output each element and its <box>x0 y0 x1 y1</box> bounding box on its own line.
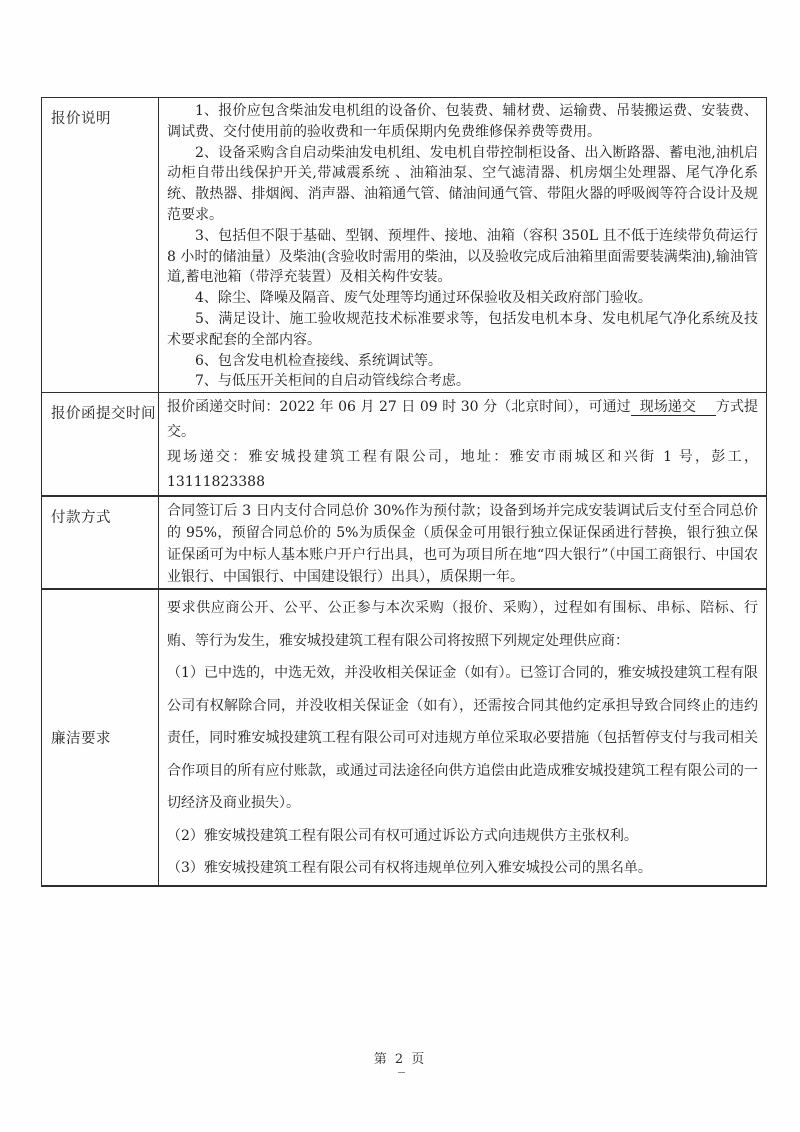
row-quotation-notes <box>42 98 767 393</box>
row-label-text: 付款方式 <box>51 510 111 527</box>
row-content-payment-terms <box>159 496 767 589</box>
submission-time-suffix: 方式提交。 <box>167 399 759 441</box>
paragraph: 合同签订后 3 日内支付合同总价 30%作为预付款；设备到场并完成安装调试后支付至合同总价的 95%，预留合同总价的 5%为质保金（质保金可用银行独立保证保函进行替换，银行独立保证保函可为中标人基本账户开户行出具，也可为项目所在地“四大银行”（中国工商银行、中国农业银行、中国银行、中国建设银行）出具），质保期一年。 <box>167 503 758 586</box>
paragraph: （3）雅安城投建筑工程有限公司有权将违规单位列入雅安城投公司的黑名单。 <box>167 860 652 877</box>
submission-time-prefix: 报价函递交时间：2022 年 06 月 27 日 09 时 30 分（北京时间），可通过 <box>167 399 631 416</box>
paragraph: （1）已中选的，中选无效，并没收相关保证金（如有）。已签订合同的，雅安城投建筑工程有限公司有权解除合同，并没收相关保证金（如有），还需按合同其他约定承担导致合同终止的违约责任，同时雅安城投建筑工程有限公司可对违规方单位采取必要措施（包括暂停支付与我司相关合作项目的所有应付账款，或通过司法途径向供方追偿由此造成雅安城投建筑工程有限公司的一切经济及商业损失）。 <box>167 665 758 812</box>
row-submission-time <box>42 393 767 497</box>
row-content-integrity-requirements <box>159 589 767 886</box>
row-label-text: 报价函提交时间 <box>51 406 156 423</box>
row-label-quotation-notes <box>42 98 159 393</box>
page-number: 第 2 页 <box>373 1052 427 1067</box>
paragraph: 7、与低压开关柜间的自启动管线综合考虑。 <box>195 373 470 390</box>
row-label-payment-terms <box>42 496 159 589</box>
row-label-submission-time <box>42 393 159 497</box>
row-label-integrity-requirements <box>42 589 159 886</box>
quotation-info-table <box>41 97 767 887</box>
paragraph: 4、除尘、降噪及隔音、废气处理等均通过环保验收及相关政府部门验收。 <box>195 290 652 307</box>
submission-address-line: 现场递交：雅安城投建筑工程有限公司，地址：雅安市雨城区和兴街 1 号，彭工，13111823388 <box>167 449 758 491</box>
row-content-submission-time <box>159 393 767 497</box>
row-content-quotation-notes <box>159 98 767 393</box>
paragraph: 1、报价应包含柴油发电机组的设备价、包装费、辅材费、运输费、吊装搬运费、安装费、调试费、交付使用前的验收费和一年质保期内免费维修保养费等费用。 <box>167 103 758 140</box>
scan-artifact <box>398 1072 405 1073</box>
row-label-text: 廉洁要求 <box>51 730 111 747</box>
paragraph: 2、设备采购含自启动柴油发电机组、发电机自带控制柜设备、出入断路器、蓄电池,油机启动柜自带出线保护开关,带减震系统 、油箱油泵、空气滤清器、机房烟尘处理器、尾气净化系统、散热器、排烟阀、消声器、油箱通气管、储油间通气管、带阻火器的呼吸阀等符合设计及规范要求。 <box>167 144 758 223</box>
paragraph: （2）雅安城投建筑工程有限公司有权可通过诉讼方式向违规供方主张权利。 <box>167 827 638 844</box>
paragraph: 5、满足设计、施工验收规范技术标准要求等，包括发电机本身、发电机尾气净化系统及技术要求配套的全部内容。 <box>167 310 758 348</box>
submission-method-underlined: 现场递交 <box>631 399 716 416</box>
row-payment-terms <box>42 496 767 589</box>
row-integrity-requirements <box>42 589 767 886</box>
paragraph: 3、包括但不限于基础、型钢、预埋件、接地、油箱（容积 350L 且不低于连续带负荷运行 8 小时的储油量）及柴油(含验收时需用的柴油，以及验收完成后油箱里面需要装满柴油),输油管道,蓄电池箱（带浮充装置）及相关构件安装。 <box>167 227 758 286</box>
submission-time-line <box>167 395 758 445</box>
row-label-text: 报价说明 <box>51 111 111 127</box>
paragraph: 6、包含发电机检查接线、系统调试等。 <box>195 352 442 369</box>
paragraph: 要求供应商公开、公平、公正参与本次采购（报价、采购），过程如有围标、串标、陪标、行贿、等行为发生，雅安城投建筑工程有限公司将按照下列规定处理供应商： <box>167 600 758 649</box>
